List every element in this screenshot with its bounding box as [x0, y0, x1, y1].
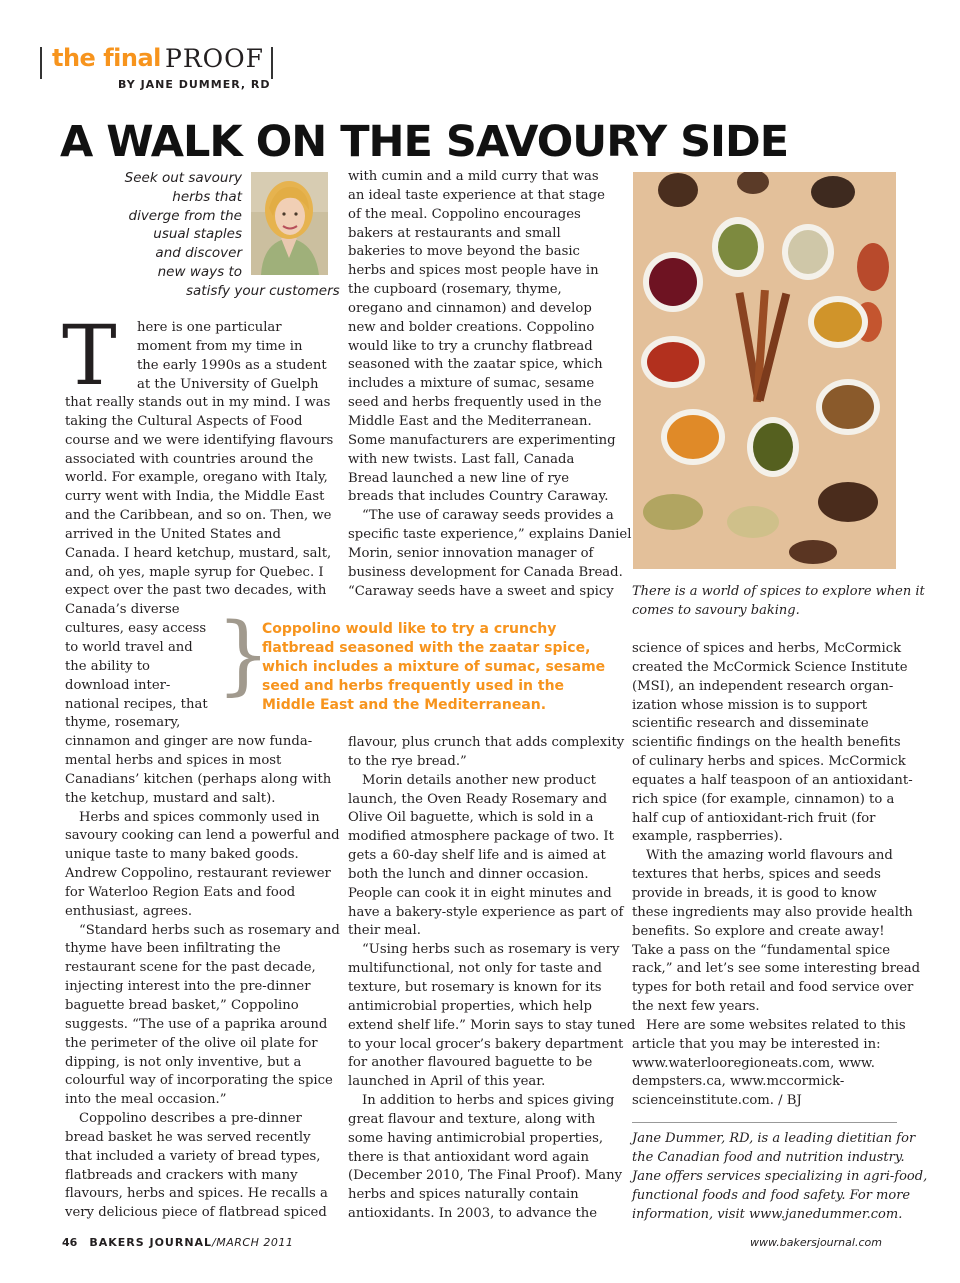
text-line: have a bakery-style experience as part of [348, 904, 624, 920]
text-line: would like to try a crunchy flatbread [348, 338, 593, 354]
section-title-proof: PROOF [165, 44, 264, 73]
text-line: People can cook it in eight minutes and [348, 885, 612, 901]
text-line: new and bolder creations. Coppolino [348, 319, 595, 335]
bio-line: Jane Dummer, RD, is a leading dietitian for [632, 1131, 916, 1146]
pullquote-line: which includes a mixture of sumac, sesame [262, 659, 606, 675]
text-line: Andrew Coppolino, restaurant reviewer [65, 866, 331, 882]
text-line: the perimeter of the olive oil plate for [65, 1035, 318, 1051]
text-line: Canadians’ kitchen (perhaps along with [65, 771, 332, 787]
text-line: very delicious piece of flatbread spiced [65, 1205, 327, 1221]
text-line: bread basket he was served recently [65, 1129, 311, 1145]
text-line: download inter- [65, 677, 171, 693]
text-line: restaurant scene for the past decade, [65, 960, 316, 976]
text-line: benefits. So explore and create away! [632, 923, 885, 939]
text-line: Morin details another new product [362, 772, 596, 788]
deck-line: diverge from the [128, 207, 242, 224]
text-line: the cupboard (rosemary, thyme, [348, 282, 562, 298]
text-line: taking the Cultural Aspects of Food [65, 413, 303, 429]
header-rule-left [40, 47, 42, 79]
text-line: “The use of caraway seeds provides a [362, 508, 614, 524]
photo-caption [632, 582, 925, 620]
pullquote-brace: } [216, 605, 271, 705]
text-line: for another flavoured baguette to be [348, 1055, 593, 1071]
publication-name: BAKERS JOURNAL [89, 1236, 213, 1249]
text-line: created the McCormick Science Institute [632, 659, 908, 675]
text-line: injecting interest into the pre-dinner [65, 979, 311, 995]
deck-line: Seek out savoury [124, 170, 242, 186]
text-line: scienceinstitute.com. / BJ [632, 1093, 802, 1109]
text-line: Take a pass on the “fundamental spice [632, 942, 891, 958]
text-line: www.waterlooregioneats.com, www. [632, 1055, 875, 1071]
column-1 [65, 394, 340, 1223]
text-line: gets a 60-day shelf life and is aimed at [348, 848, 606, 864]
bio-line: Jane offers services specializing in agri-food, [632, 1169, 928, 1184]
text-line: savoury cooking can lend a powerful and [65, 828, 340, 844]
footer-url: www.bakersjournal.com [750, 1236, 882, 1249]
column-2-bottom [348, 734, 635, 1224]
text-line: dipping, is not only inventive, but a [65, 1054, 302, 1070]
text-line: Olive Oil baguette, which is sold in a [348, 810, 594, 826]
text-line: the ability to [65, 658, 150, 674]
text-line: at the University of Guelph [137, 376, 319, 392]
text-line: rack,” and let’s see some interesting bread [632, 961, 921, 977]
text-line: of the meal. Coppolino encourages [348, 206, 581, 222]
text-line: Some manufacturers are experimenting [348, 432, 616, 448]
text-line: thyme have been infiltrating the [65, 941, 281, 957]
deck-line: and discover [155, 245, 242, 262]
pullquote-line: flatbread seasoned with the zaatar spice, [262, 640, 591, 656]
header-rule-right [271, 47, 273, 79]
text-line: with new twists. Last fall, Canada [348, 451, 575, 467]
text-line: bakeries to move beyond the basic [348, 244, 580, 260]
text-line: multifunctional, not only for taste and [348, 961, 602, 977]
article-deck [100, 169, 340, 301]
text-line: example, raspberries). [632, 829, 783, 845]
text-line: science of spices and herbs, McCormick [632, 641, 902, 656]
text-line: ization whose mission is to support [632, 697, 868, 713]
text-line: and, oh yes, maple syrup for Quebec. I [65, 564, 324, 580]
text-line: Here are some websites related to this [646, 1017, 906, 1033]
text-line: seasoned with the zaatar spice, which [348, 357, 603, 373]
text-line: provide in breads, it is good to know [632, 885, 877, 901]
pullquote-line: Middle East and the Mediterranean. [262, 697, 547, 713]
text-line: “Using herbs such as rosemary is very [362, 942, 620, 958]
text-line: With the amazing world flavours and [646, 848, 893, 864]
page-number: 46 [62, 1236, 78, 1249]
text-line: to the rye bread.” [348, 753, 467, 769]
text-line: specific taste experience,” explains Daniel [348, 527, 632, 543]
text-line: (MSI), an independent research organ- [632, 678, 894, 694]
deck-line: usual staples [153, 226, 242, 243]
article-headline: A WALK ON THE SAVOURY SIDE [60, 117, 789, 167]
text-line: for Waterloo Region Eats and food [65, 884, 296, 900]
bio-line: the Canadian food and nutrition industry. [632, 1150, 905, 1165]
text-line: oregano and cinnamon) and develop [348, 300, 592, 316]
text-line: mental herbs and spices in most [65, 753, 282, 769]
text-line: expect over the past two decades, with [65, 583, 327, 599]
text-line: that included a variety of bread types, [65, 1148, 321, 1164]
text-line: curry went with India, the Middle East [65, 489, 325, 505]
text-line: includes a mixture of sumac, sesame [348, 376, 595, 392]
text-line: antioxidants. In 2003, to advance the [348, 1206, 598, 1222]
text-line: business development for Canada Bread. [348, 564, 623, 580]
text-line: with cumin and a mild curry that was [348, 169, 599, 184]
text-line: extend shelf life.” Morin says to stay tuned [348, 1017, 636, 1033]
text-line: here is one particular [137, 320, 282, 335]
text-line: Canada’s diverse [65, 602, 180, 618]
text-line: enthusiast, agrees. [65, 903, 193, 919]
text-line: herbs and spices most people have in [348, 263, 599, 279]
text-line: both the lunch and dinner occasion. [348, 866, 589, 882]
text-line: the next few years. [632, 999, 760, 1015]
text-line: the early 1990s as a student [137, 357, 327, 373]
text-line: “Caraway seeds have a sweet and spicy [348, 583, 614, 599]
text-line: an ideal taste experience at that stage [348, 187, 605, 203]
text-line: Coppolino describes a pre-dinner [79, 1111, 302, 1127]
text-line: equates a half teaspoon of an antioxidant- [632, 772, 913, 788]
text-line: some having antimicrobial properties, [348, 1130, 604, 1146]
text-line: unique taste to many baked goods. [65, 847, 299, 863]
text-line: colourful way of incorporating the spice [65, 1073, 333, 1089]
text-line: antimicrobial properties, which help [348, 998, 592, 1014]
caption-line: comes to savoury baking. [632, 603, 800, 618]
text-line: flatbreads and crackers with many [65, 1167, 298, 1183]
text-line: rich spice (for example, cinnamon) to a [632, 791, 895, 807]
text-line: Herbs and spices commonly used in [79, 809, 320, 825]
text-line: thyme, rosemary, [65, 715, 181, 731]
deck-line: satisfy your customers [186, 282, 340, 299]
text-line: Bread launched a new line of rye [348, 470, 570, 486]
text-line: suggests. “The use of a paprika around [65, 1016, 328, 1032]
text-line: In addition to herbs and spices giving [362, 1093, 615, 1109]
text-line: arrived in the United States and [65, 526, 281, 542]
column-1-intro [137, 319, 327, 394]
caption-line: There is a world of spices to explore when it [632, 584, 925, 599]
deck-line: new ways to [157, 263, 242, 280]
text-line: the ketchup, mustard and salt). [65, 790, 276, 806]
text-line: associated with countries around the [65, 451, 314, 467]
text-line: Middle East and the Mediterranean. [348, 413, 592, 429]
bio-divider [632, 1122, 897, 1123]
text-line: Morin, senior innovation manager of [348, 545, 594, 561]
text-line: launch, the Oven Ready Rosemary and [348, 791, 608, 807]
author-photo [251, 172, 328, 275]
text-line: “Standard herbs such as rosemary and [79, 922, 340, 938]
text-line: breads that includes Country Caraway. [348, 489, 609, 505]
text-line: national recipes, that [65, 696, 208, 712]
pullquote-line: seed and herbs frequently used in the [262, 678, 565, 694]
byline: BY JANE DUMMER, RD [118, 78, 271, 91]
text-line: great flavour and texture, along with [348, 1111, 596, 1127]
text-line: texture, but rosemary is known for its [348, 979, 602, 995]
text-line: dempsters.ca, www.mccormick- [632, 1074, 845, 1090]
text-line: launched in April of this year. [348, 1074, 546, 1090]
author-bio [632, 1129, 928, 1224]
page-footer [62, 1236, 293, 1249]
text-line: that really stands out in my mind. I was [65, 395, 331, 410]
text-line: (December 2010, The Final Proof). Many [348, 1168, 623, 1184]
spices-photo [633, 172, 896, 569]
text-line: modified atmosphere package of two. It [348, 829, 614, 845]
text-line: scientific findings on the health benefits [632, 735, 901, 751]
pull-quote [262, 620, 622, 715]
text-line: textures that herbs, spices and seeds [632, 867, 881, 883]
text-line: into the meal occasion.” [65, 1092, 227, 1108]
text-line: to world travel and [65, 639, 193, 655]
text-line: types for both retail and food service over [632, 980, 914, 996]
pullquote-line: Coppolino would like to try a crunchy [262, 621, 557, 637]
text-line: seed and herbs frequently used in the [348, 395, 602, 411]
text-line: to your local grocer’s bakery department [348, 1036, 624, 1052]
text-line: there is that antioxidant word again [348, 1149, 590, 1165]
text-line: and the Caribbean, and so on. Then, we [65, 508, 332, 524]
text-line: half cup of antioxidant-rich fruit (for [632, 810, 876, 826]
text-line: course and we were identifying flavours [65, 432, 334, 448]
issue-date: /MARCH 2011 [212, 1236, 294, 1249]
text-line: flavour, plus crunch that adds complexity [348, 735, 625, 750]
text-line: moment from my time in [137, 338, 303, 354]
text-line: cultures, easy access [65, 621, 207, 637]
text-line: of culinary herbs and spices. McCormick [632, 754, 906, 770]
deck-line: herbs that [172, 188, 242, 205]
text-line: scientific research and disseminate [632, 716, 869, 732]
text-line: herbs and spices naturally contain [348, 1187, 579, 1203]
text-line: baguette bread basket,” Coppolino [65, 998, 299, 1013]
drop-cap: T [62, 309, 117, 404]
text-line: flavours, herbs and spices. He recalls a [65, 1186, 328, 1202]
text-line: world. For example, oregano with Italy, [65, 470, 328, 486]
text-line: these ingredients may also provide health [632, 904, 913, 920]
text-line: Canada. I heard ketchup, mustard, salt, [65, 545, 332, 561]
text-line: their meal. [348, 923, 421, 939]
bio-line: functional foods and food safety. For more [632, 1188, 911, 1203]
bio-line: information, visit www.janedummer.com. [632, 1207, 903, 1222]
section-title-word: the final [52, 44, 161, 72]
text-line: cinnamon and ginger are now funda- [65, 734, 313, 750]
text-line: article that you may be interested in: [632, 1036, 881, 1052]
column-3 [632, 640, 920, 1111]
text-line: bakers at restaurants and small [348, 225, 561, 241]
column-2-top [348, 168, 631, 601]
